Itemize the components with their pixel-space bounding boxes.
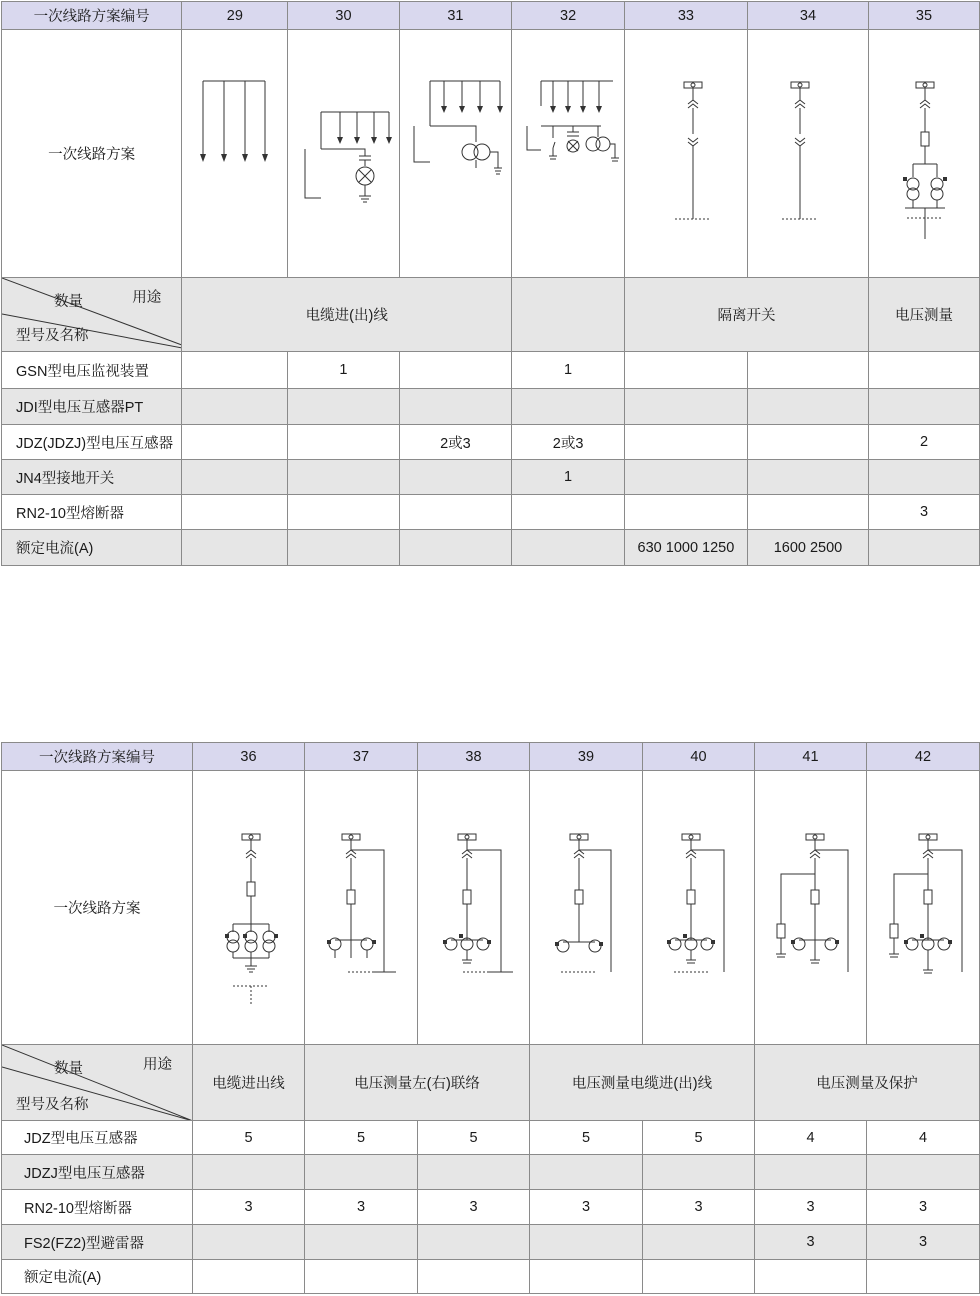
corner-quantity-label: 数量 (54, 294, 83, 310)
value-cell (643, 1155, 755, 1190)
value-cell: 3 (530, 1190, 643, 1225)
table-row (2, 530, 980, 566)
value-cell (305, 1155, 418, 1190)
scheme-number: 39 (530, 743, 643, 771)
table-row (2, 1121, 980, 1155)
usage-row (2, 1045, 980, 1121)
scheme-number: 35 (869, 2, 980, 30)
circuit-diagram-svg (531, 774, 641, 1042)
header-label: 一次线路方案编号 (2, 743, 193, 771)
circuit-diagram-33 (624, 30, 747, 278)
value-cell: 2或3 (399, 425, 512, 460)
table-row (2, 1225, 980, 1260)
scheme-number-row (2, 2, 980, 30)
value-cell (869, 389, 980, 425)
circuit-diagram-svg (748, 34, 868, 274)
scheme-number: 40 (643, 743, 755, 771)
row-label: RN2-10型熔断器 (2, 495, 182, 530)
usage-cell (512, 278, 625, 352)
scheme-number: 34 (747, 2, 868, 30)
diagram-row (2, 771, 980, 1045)
value-cell (512, 530, 625, 566)
value-cell (530, 1260, 643, 1294)
value-cell (418, 1155, 530, 1190)
usage-cell: 电压测量左(右)联络 (305, 1045, 530, 1121)
value-cell (624, 352, 747, 389)
value-cell (867, 1155, 980, 1190)
circuit-diagram-32 (512, 30, 625, 278)
circuit-diagram-37 (305, 771, 418, 1045)
corner-model-label: 型号及名称 (16, 1097, 89, 1113)
diagram-row-label: 一次线路方案 (2, 771, 193, 1045)
value-cell (399, 530, 512, 566)
scheme-table-2 (1, 742, 980, 1294)
value-cell (399, 460, 512, 495)
table-row (2, 352, 980, 389)
circuit-diagram-40 (643, 771, 755, 1045)
value-cell (624, 389, 747, 425)
value-cell (305, 1225, 418, 1260)
value-cell (182, 460, 288, 495)
value-cell (869, 352, 980, 389)
circuit-diagram-svg (291, 34, 396, 274)
value-cell: 1 (288, 352, 399, 389)
value-cell: 5 (305, 1121, 418, 1155)
value-cell (182, 389, 288, 425)
table-row (2, 1190, 980, 1225)
circuit-diagram-34 (747, 30, 868, 278)
value-cell (624, 460, 747, 495)
value-cell (624, 425, 747, 460)
value-cell (530, 1155, 643, 1190)
corner-usage-label: 用途 (143, 1057, 172, 1073)
scheme-table-1 (1, 1, 980, 566)
circuit-diagram-svg (306, 774, 416, 1042)
value-cell (755, 1155, 867, 1190)
value-cell (512, 495, 625, 530)
value-cell (182, 530, 288, 566)
corner-model-label: 型号及名称 (16, 328, 89, 344)
value-cell (747, 460, 868, 495)
value-cell (867, 1260, 980, 1294)
circuit-diagram-svg (513, 34, 623, 274)
value-cell: 4 (867, 1121, 980, 1155)
value-cell: 1 (512, 352, 625, 389)
value-cell: 3 (193, 1190, 305, 1225)
value-cell (288, 460, 399, 495)
value-cell (747, 352, 868, 389)
value-cell: 5 (530, 1121, 643, 1155)
value-cell (193, 1260, 305, 1294)
circuit-diagram-29 (182, 30, 288, 278)
row-label: FS2(FZ2)型避雷器 (2, 1225, 193, 1260)
circuit-diagram-svg (400, 34, 510, 274)
value-cell (747, 425, 868, 460)
circuit-diagram-30 (288, 30, 399, 278)
value-cell: 3 (755, 1225, 867, 1260)
value-cell (643, 1225, 755, 1260)
value-cell (418, 1260, 530, 1294)
header-label: 一次线路方案编号 (2, 2, 182, 30)
value-cell: 3 (869, 495, 980, 530)
usage-cell: 电缆进(出)线 (182, 278, 512, 352)
circuit-diagram-svg (868, 774, 978, 1042)
value-cell (869, 460, 980, 495)
value-cell (305, 1260, 418, 1294)
circuit-diagram-41 (755, 771, 867, 1045)
value-cell (399, 389, 512, 425)
value-cell: 2 (869, 425, 980, 460)
scheme-number: 41 (755, 743, 867, 771)
value-cell (399, 352, 512, 389)
circuit-diagram-31 (399, 30, 512, 278)
table-row (2, 1155, 980, 1190)
circuit-diagram-svg (631, 34, 741, 274)
value-cell (512, 389, 625, 425)
scheme-number: 31 (399, 2, 512, 30)
circuit-diagram-svg (869, 34, 979, 274)
value-cell: 1 (512, 460, 625, 495)
value-cell: 3 (643, 1190, 755, 1225)
usage-cell: 电压测量电缆进(出)线 (530, 1045, 755, 1121)
table-row (2, 389, 980, 425)
value-cell (399, 495, 512, 530)
row-label: GSN型电压监视装置 (2, 352, 182, 389)
corner-cell (2, 278, 182, 352)
circuit-diagram-36 (193, 771, 305, 1045)
value-cell: 630 1000 1250 (624, 530, 747, 566)
table-row (2, 460, 980, 495)
scheme-number: 33 (624, 2, 747, 30)
value-cell (182, 352, 288, 389)
row-label: JN4型接地开关 (2, 460, 182, 495)
usage-cell: 电缆进出线 (193, 1045, 305, 1121)
circuit-diagram-svg (644, 774, 754, 1042)
value-cell (747, 389, 868, 425)
corner-usage-label: 用途 (132, 290, 162, 306)
row-label: JDZ(JDZJ)型电压互感器 (2, 425, 182, 460)
diagram-row (2, 30, 980, 278)
circuit-diagram-svg (756, 774, 866, 1042)
circuit-diagram-35 (869, 30, 980, 278)
scheme-number: 36 (193, 743, 305, 771)
value-cell: 3 (418, 1190, 530, 1225)
circuit-diagram-svg (185, 34, 285, 274)
value-cell (288, 389, 399, 425)
value-cell: 5 (418, 1121, 530, 1155)
scheme-number: 37 (305, 743, 418, 771)
value-cell: 3 (305, 1190, 418, 1225)
value-cell (182, 495, 288, 530)
value-cell (288, 530, 399, 566)
usage-cell: 隔离开关 (624, 278, 868, 352)
value-cell (193, 1225, 305, 1260)
circuit-diagram-42 (867, 771, 980, 1045)
value-cell: 3 (867, 1225, 980, 1260)
table-row (2, 1260, 980, 1294)
value-cell: 3 (867, 1190, 980, 1225)
value-cell: 5 (193, 1121, 305, 1155)
value-cell (747, 495, 868, 530)
circuit-diagram-svg (419, 774, 529, 1042)
table-row (2, 495, 980, 530)
value-cell (755, 1260, 867, 1294)
scheme-number: 29 (182, 2, 288, 30)
value-cell: 3 (755, 1190, 867, 1225)
usage-cell: 电压测量及保护 (755, 1045, 980, 1121)
table-row (2, 425, 980, 460)
row-label: JDI型电压互感器PT (2, 389, 182, 425)
scheme-number: 42 (867, 743, 980, 771)
scheme-number-row (2, 743, 980, 771)
row-label: JDZJ型电压互感器 (2, 1155, 193, 1190)
row-label: RN2-10型熔断器 (2, 1190, 193, 1225)
value-cell: 2或3 (512, 425, 625, 460)
value-cell: 5 (643, 1121, 755, 1155)
scheme-number: 32 (512, 2, 625, 30)
value-cell (193, 1155, 305, 1190)
row-label: 额定电流(A) (2, 530, 182, 566)
value-cell: 1600 2500 (747, 530, 868, 566)
value-cell (418, 1225, 530, 1260)
circuit-diagram-svg (196, 774, 301, 1042)
scheme-number: 38 (418, 743, 530, 771)
scheme-number: 30 (288, 2, 399, 30)
value-cell (869, 530, 980, 566)
circuit-diagram-38 (418, 771, 530, 1045)
usage-row (2, 278, 980, 352)
corner-quantity-label: 数量 (54, 1061, 83, 1077)
value-cell (288, 495, 399, 530)
value-cell: 4 (755, 1121, 867, 1155)
value-cell (288, 425, 399, 460)
value-cell (182, 425, 288, 460)
circuit-diagram-39 (530, 771, 643, 1045)
diagram-row-label: 一次线路方案 (2, 30, 182, 278)
value-cell (530, 1225, 643, 1260)
value-cell (624, 495, 747, 530)
value-cell (643, 1260, 755, 1294)
corner-cell (2, 1045, 193, 1121)
usage-cell: 电压测量 (869, 278, 980, 352)
row-label: 额定电流(A) (2, 1260, 193, 1294)
row-label: JDZ型电压互感器 (2, 1121, 193, 1155)
